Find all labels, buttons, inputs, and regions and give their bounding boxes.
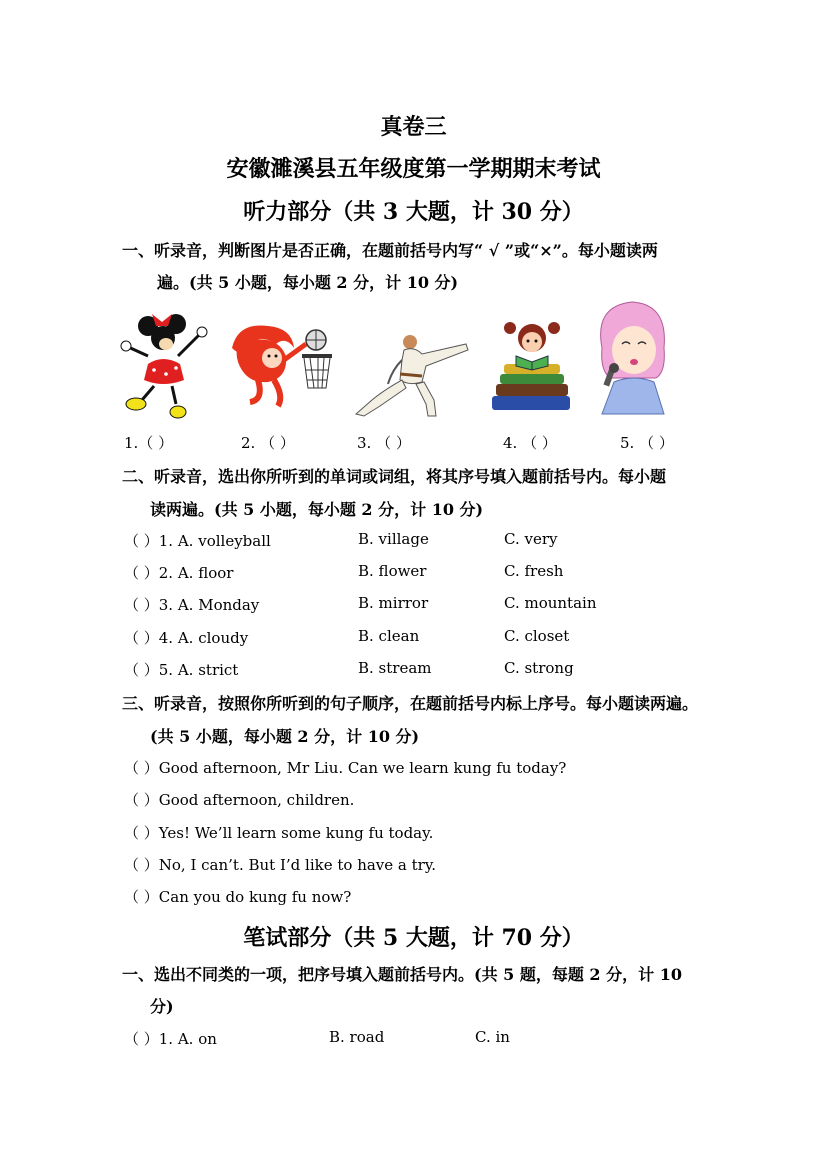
question-2-2-option-a: （ ）2. A. floor [124,564,234,582]
girl-playing-basketball-icon [228,318,340,410]
sentence-item-5: （ ）Can you do kung fu now? [124,888,352,906]
question-2-3-option-a: （ ）3. A. Monday [124,596,260,614]
picture-label-2: 2. （ ） [241,434,295,452]
minnie-mouse-dancing-icon [118,308,210,420]
girl-reading-books-icon [488,318,576,418]
question-2-3-option-b: B. mirror [358,594,429,612]
picture-label-3: 3. （ ） [357,434,411,452]
listening-part3-instruction-line2: (共 5 小题，每小题 2 分，计 10 分) [150,727,420,746]
question-2-1-option-b: B. village [358,530,429,548]
written-part1-instruction-line1: 一、选出不同类的一项，把序号填入题前括号内。(共 5 题，每题 2 分，计 10 [122,965,682,984]
question-2-5-option-c: C. strong [504,659,574,677]
question-2-5-option-b: B. stream [358,659,432,677]
written-question-1-option-c: C. in [475,1028,510,1046]
written-question-1-option-b: B. road [329,1028,385,1046]
question-2-4-option-a: （ ）4. A. cloudy [124,629,249,647]
listening-part2-instruction-line2: 读两遍。(共 5 小题，每小题 2 分，计 10 分) [150,500,484,519]
question-2-5-option-a: （ ）5. A. strict [124,661,239,679]
question-2-4-option-c: C. closet [504,627,570,645]
listening-part2-instruction-line1: 二、听录音，选出你所听到的单词或词组，将其序号填入题前括号内。每小题 [122,467,667,486]
listening-part1-instruction-line1: 一、听录音，判断图片是否正确，在题前括号内写“ √ ”或“×”。每小题读两 [122,241,658,260]
sentence-item-3: （ ）Yes! We’ll learn some kung fu today. [124,824,434,842]
listening-section-heading: 听力部分（共 3 大题，计 30 分） [243,199,584,225]
picture-label-5: 5. （ ） [620,434,674,452]
picture-label-4: 4. （ ） [503,434,557,452]
question-2-3-option-c: C. mountain [504,594,597,612]
question-2-1-option-a: （ ）1. A. volleyball [124,532,271,550]
page-title: 真卷三 [380,114,447,140]
question-2-2-option-c: C. fresh [504,562,564,580]
exam-subtitle: 安徽濉溪县五年级度第一学期期末考试 [226,156,601,182]
written-section-heading: 笔试部分（共 5 大题，计 70 分） [243,925,584,951]
picture-label-1: 1.（ ） [124,434,174,452]
sentence-item-4: （ ）No, I can’t. But I’d like to have a try. [124,856,437,874]
written-part1-instruction-line2: 分) [150,997,174,1016]
question-2-2-option-b: B. flower [358,562,427,580]
sentence-item-1: （ ）Good afternoon, Mr Liu. Can we learn kung fu today? [124,759,567,777]
girl-singing-microphone-icon [594,298,672,420]
written-question-1-option-a: （ ）1. A. on [124,1030,217,1048]
listening-part3-instruction-line1: 三、听录音，按照你所听到的句子顺序，在题前括号内标上序号。每小题读两遍。 [122,694,699,713]
question-2-4-option-b: B. clean [358,627,420,645]
question-2-1-option-c: C. very [504,530,558,548]
man-doing-kung-fu-icon [350,330,472,420]
listening-part1-instruction-line2: 遍。(共 5 小题，每小题 2 分，计 10 分) [157,273,459,292]
sentence-item-2: （ ）Good afternoon, children. [124,791,355,809]
